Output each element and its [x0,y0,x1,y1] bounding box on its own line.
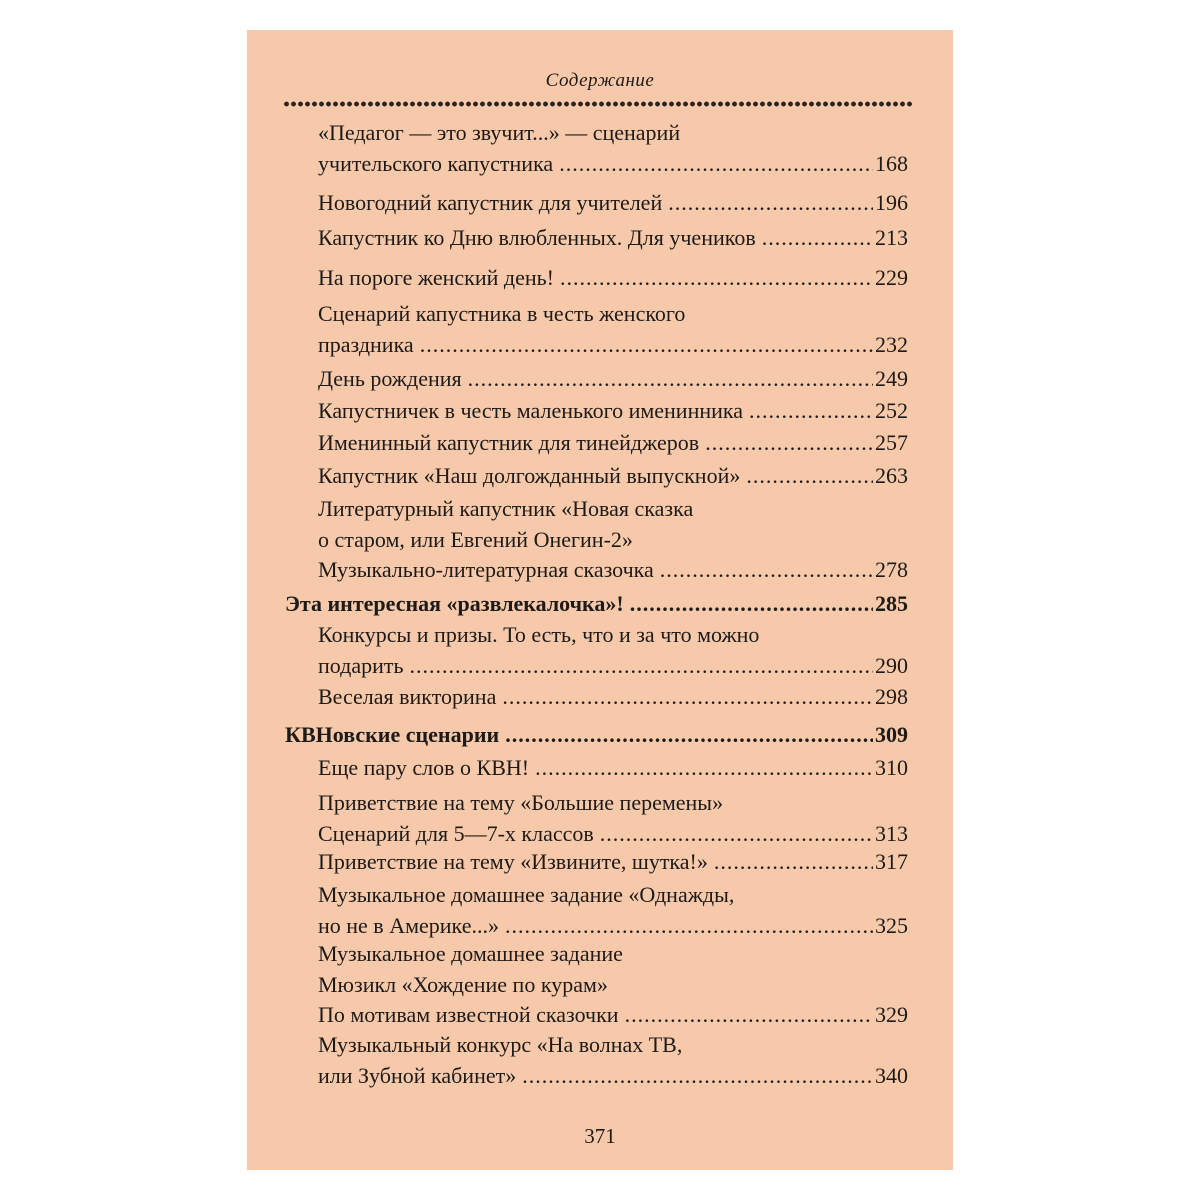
toc-entry [318,428,908,459]
dot-leader [714,847,873,878]
toc-entry-title-line: но не в Америке...» [318,912,499,938]
toc-entry-title-line: Капустник ко Дню влюбленных. Для учеников [318,225,756,250]
dot-leader [535,753,873,784]
toc-entry-title-line: По мотивам известной сказочки [318,1002,619,1027]
dot-leader [705,428,873,459]
toc-entry-title-line: Приветствие на тему «Извините, шутка!» [318,849,708,874]
toc-entry-title-line: Веселая викторина [318,684,497,709]
toc-entry [318,494,908,586]
toc-entry-title-line: Музыкальное домашнее задание [318,941,623,966]
toc-entry-title-line: Приветствие на тему «Большие перемены» [318,790,724,815]
toc-entry-title-line: или Зубной кабинет» [318,1062,517,1088]
dot-leader [468,364,873,395]
toc-entry-title-line: учительского капустника [318,150,554,176]
running-head: Содержание [545,70,655,91]
dot-leader [505,911,873,942]
toc-entry [318,1030,908,1091]
toc-entry [318,223,908,254]
dot-leader [660,555,873,586]
toc-entry [318,188,908,219]
toc-page-number: 213 [875,225,908,250]
toc-entry-title-line: КВНовские сценарии [285,722,500,747]
toc-page-number: 298 [875,684,908,709]
toc-entry [318,880,908,941]
dot-leader [630,589,873,620]
toc-entry [318,753,908,784]
dot-leader [502,682,873,713]
toc-page-number: 257 [875,430,908,455]
toc-page-number: 325 [875,912,908,938]
dot-leader [762,223,873,254]
toc-page-number: 278 [875,557,908,582]
toc-entry [318,263,908,294]
toc-page-number: 168 [875,150,908,176]
toc-entry [318,364,908,395]
dot-leader [559,149,873,180]
toc-page-number: 232 [875,331,908,357]
toc-entry [318,118,908,179]
page-number: 371 [584,1124,616,1148]
toc-entry [318,847,908,878]
toc-page-number: 263 [875,463,908,488]
toc-entry-title-line: Конкурсы и призы. То есть, что и за что можно [318,622,760,647]
toc-page-number: 313 [875,820,908,846]
toc-entry-title-line: «Педагог — это звучит...» — сценарий [318,120,681,145]
toc-entry-title-line: На пороге женский день! [318,265,554,290]
toc-entry [318,939,908,1031]
toc-entry-title-line: Музыкальный конкурс «На волнах ТВ, [318,1032,683,1057]
dot-leader [420,330,873,361]
toc-entry-title-line: Эта интересная «развлекалочка»! [285,591,624,616]
book-page [247,30,953,1170]
dot-leader [522,1061,873,1092]
toc-entry-title-line: Сценарий для 5—7-х классов [318,820,594,846]
toc-section-heading [285,589,908,620]
toc-page-number: 249 [875,366,908,391]
toc-entry [318,396,908,427]
dot-leader [505,720,873,751]
toc-entry-title-line: Литературный капустник «Новая сказка [318,496,694,521]
toc-entry-title-line: Именинный капустник для тинейджеров [318,430,700,455]
toc-page-number: 317 [875,849,908,874]
toc-page-number: 290 [875,652,908,678]
dot-leader [560,263,873,294]
toc-entry-title-line: подарить [318,652,404,678]
toc-page-number: 329 [875,1002,908,1027]
toc-entry [318,788,908,849]
ornamental-rule [283,100,913,108]
dot-leader [600,819,873,850]
toc-entry-title-line: Сценарий капустника в честь женского [318,301,686,326]
toc-entry-title-line: Еще пару слов о КВН! [318,755,530,780]
dot-leader [749,396,873,427]
toc-entry [318,299,908,360]
dot-leader [668,188,873,219]
toc-page-number: 229 [875,265,908,290]
toc-entry-title-line: праздника [318,331,414,357]
toc-entry-title-line: Музыкально-литературная сказочка [318,557,654,582]
toc-entry [318,461,908,492]
toc-page-number: 310 [875,755,908,780]
toc-entry-title-line: о старом, или Евгений Онегин-2» [318,526,633,552]
toc-entry-title-line: Мюзикл «Хождение по курам» [318,971,608,997]
dot-leader [625,1000,873,1031]
dot-leader [410,651,873,682]
toc-entry-title-line: Капустник «Наш долгожданный выпускной» [318,463,741,488]
toc-entry-title-line: Капустничек в честь маленького именинника [318,398,744,423]
toc-page-number: 285 [875,591,908,616]
toc-page-number: 196 [875,190,908,215]
toc-entry [318,620,908,681]
toc-page-number: 340 [875,1062,908,1088]
toc-page-number: 252 [875,398,908,423]
toc-page-number: 309 [875,722,908,747]
toc-section-heading [285,720,908,751]
toc-entry-title-line: Новогодний капустник для учителей [318,190,663,215]
toc-entry [318,682,908,713]
toc-entry-title-line: День рождения [318,366,462,391]
dot-leader [746,461,873,492]
toc-entry-title-line: Музыкальное домашнее задание «Однажды, [318,882,735,907]
